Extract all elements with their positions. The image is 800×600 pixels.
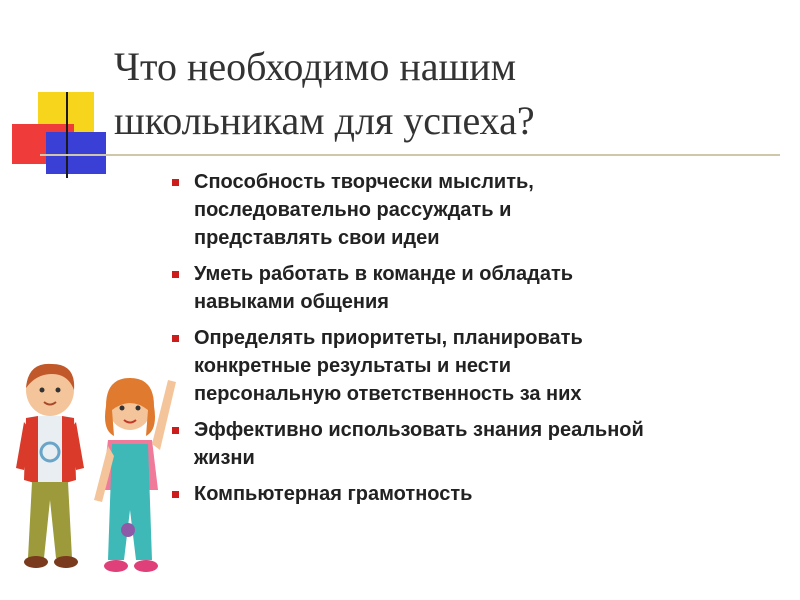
- bullet-text-line: Определять приоритеты, планировать: [194, 327, 583, 349]
- bullet-text-line: конкретные результаты и нести: [194, 355, 512, 377]
- boy-figure: [16, 364, 84, 568]
- bullet-text-line: Компьютерная грамотность: [194, 483, 473, 505]
- bullet-text-line: последовательно рассуждать и: [194, 199, 512, 221]
- title-line: школьникам для успеха?: [114, 98, 535, 143]
- bullet-item: [172, 324, 792, 408]
- girl-figure: [94, 378, 176, 572]
- bullet-list: [172, 168, 792, 516]
- bullet-text-line: Эффективно использовать знания реальной: [194, 419, 644, 441]
- bullet-text-line: Уметь работать в команде и обладать: [194, 263, 574, 285]
- bullet-text-line: Способность творчески мыслить,: [194, 171, 534, 193]
- title-underline: [40, 154, 780, 156]
- title-line: Что необходимо нашим: [114, 44, 517, 89]
- bullet-item: [172, 168, 792, 252]
- bullet-text-line: жизни: [194, 447, 255, 469]
- bullet-item: [172, 260, 792, 316]
- bullet-item: [172, 416, 792, 472]
- bullet-text-line: представлять свои идеи: [194, 227, 440, 249]
- bullet-square-icon: [172, 179, 179, 186]
- bullet-square-icon: [172, 335, 179, 342]
- children-cartoon-icon: [8, 360, 183, 590]
- decor-vertical-line: [66, 92, 68, 178]
- bullet-text-line: навыками общения: [194, 291, 389, 313]
- decor-blue-rectangle: [46, 132, 106, 174]
- bullet-square-icon: [172, 271, 179, 278]
- slide-title: [114, 40, 754, 148]
- bullet-item: [172, 480, 792, 508]
- bullet-text-line: персональную ответственность за них: [194, 383, 582, 405]
